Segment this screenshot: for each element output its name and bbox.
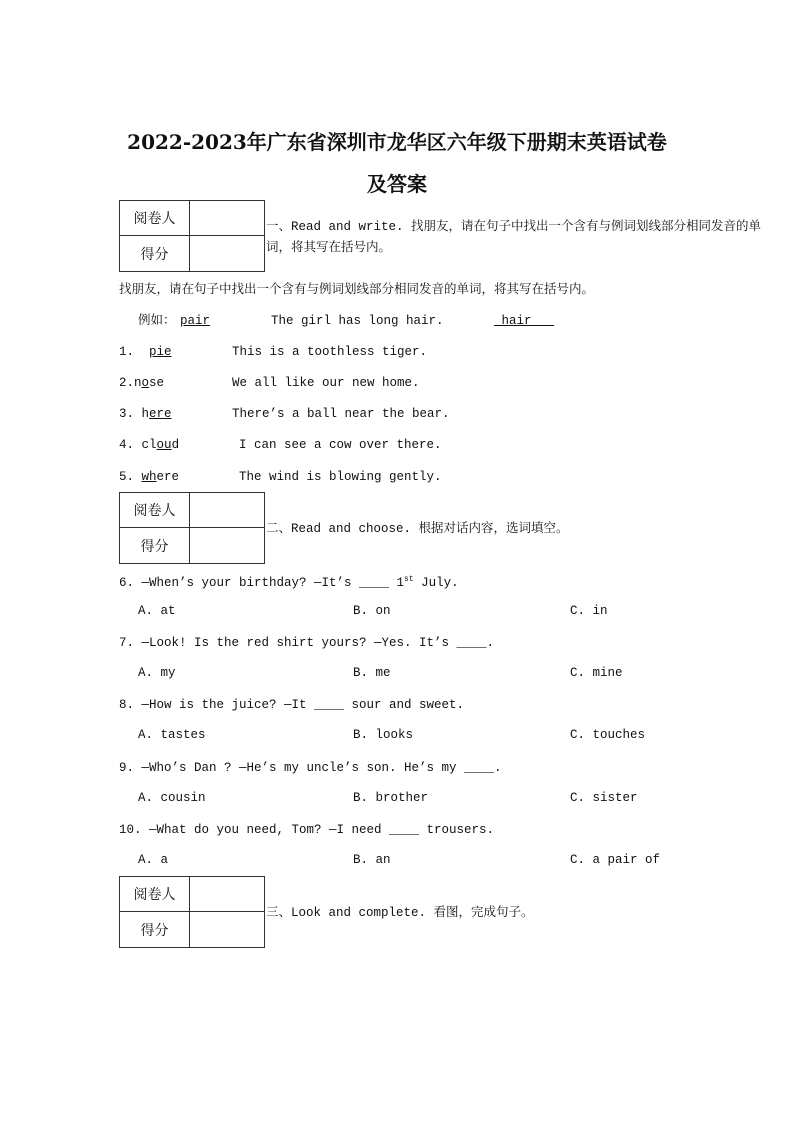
reviewer-label: 阅卷人 [120, 493, 190, 528]
option-c[interactable]: C. mine [570, 666, 623, 680]
score-box-3 [119, 876, 265, 948]
score-cell[interactable] [190, 912, 264, 947]
example-word: pair [180, 314, 211, 328]
reviewer-cell[interactable] [190, 877, 264, 912]
option-a[interactable]: A. at [138, 604, 176, 618]
list-item-sentence: The wind is blowing gently. [239, 470, 442, 484]
option-a[interactable]: A. my [138, 666, 176, 680]
paper-title-line2: 及答案 [367, 172, 427, 196]
option-a[interactable]: A. a [138, 853, 169, 867]
question-9: 9. —Who’s Dan ? —He’s my uncle’s son. He’s my ____. [119, 761, 502, 775]
reviewer-label: 阅卷人 [120, 201, 190, 236]
option-b[interactable]: B. looks [353, 728, 414, 742]
example-sentence: The girl has long hair. [271, 314, 444, 328]
reviewer-cell[interactable] [190, 201, 264, 236]
score-cell[interactable] [190, 236, 264, 271]
score-box-1 [119, 200, 265, 272]
option-a[interactable]: A. tastes [138, 728, 206, 742]
list-item: 5. where [119, 470, 180, 484]
section3-heading: 三、Look and complete. 看图，完成句子。 [266, 906, 534, 920]
example-label: 例如： [138, 314, 176, 328]
section1-instruction: 找朋友，请在句子中找出一个含有与例词划线部分相同发音的单词，将其写在括号内。 [119, 283, 595, 297]
option-c[interactable]: C. sister [570, 791, 638, 805]
list-item-sentence: We all like our new home. [232, 376, 420, 390]
section1-heading-cont: 词，将其写在括号内。 [266, 241, 392, 255]
question-7: 7. —Look! Is the red shirt yours? —Yes. It’s ____. [119, 636, 495, 650]
option-a[interactable]: A. cousin [138, 791, 206, 805]
option-b[interactable]: B. me [353, 666, 391, 680]
list-item: 2.nose [119, 376, 165, 390]
list-item-sentence: This is a toothless tiger. [232, 345, 428, 359]
option-c[interactable]: C. a pair of [570, 853, 661, 867]
score-cell[interactable] [190, 528, 264, 563]
option-c[interactable]: C. touches [570, 728, 646, 742]
example-answer: hair [501, 314, 532, 328]
option-b[interactable]: B. brother [353, 791, 429, 805]
option-b[interactable]: B. an [353, 853, 391, 867]
list-item-sentence: I can see a cow over there. [239, 438, 442, 452]
option-b[interactable]: B. on [353, 604, 391, 618]
question-10: 10. —What do you need, Tom? —I need ____ trousers. [119, 823, 495, 837]
paper-title: 2022-2023年广东省深圳市龙华区六年级下册期末英语试卷 [127, 130, 667, 154]
list-item: 3. here [119, 407, 172, 421]
reviewer-cell[interactable] [190, 493, 264, 528]
score-label: 得分 [120, 912, 190, 947]
list-item-sentence: There’s a ball near the bear. [232, 407, 450, 421]
score-box-2 [119, 492, 265, 564]
option-c[interactable]: C. in [570, 604, 608, 618]
question-8: 8. —How is the juice? —It ____ sour and sweet. [119, 698, 465, 712]
list-item: 1. pie [119, 345, 172, 359]
question-6: 6. —When’s your birthday? —It’s ____ 1st July. [119, 575, 459, 591]
list-item: 4. cloud [119, 438, 180, 452]
section1-heading: 一、Read and write. 找朋友，请在句子中找出一个含有与例词划线部分相同发音的单 [266, 220, 762, 234]
reviewer-label: 阅卷人 [120, 877, 190, 912]
section2-heading: 二、Read and choose. 根据对话内容，选词填空。 [266, 522, 569, 536]
score-label: 得分 [120, 236, 190, 271]
score-label: 得分 [120, 528, 190, 563]
